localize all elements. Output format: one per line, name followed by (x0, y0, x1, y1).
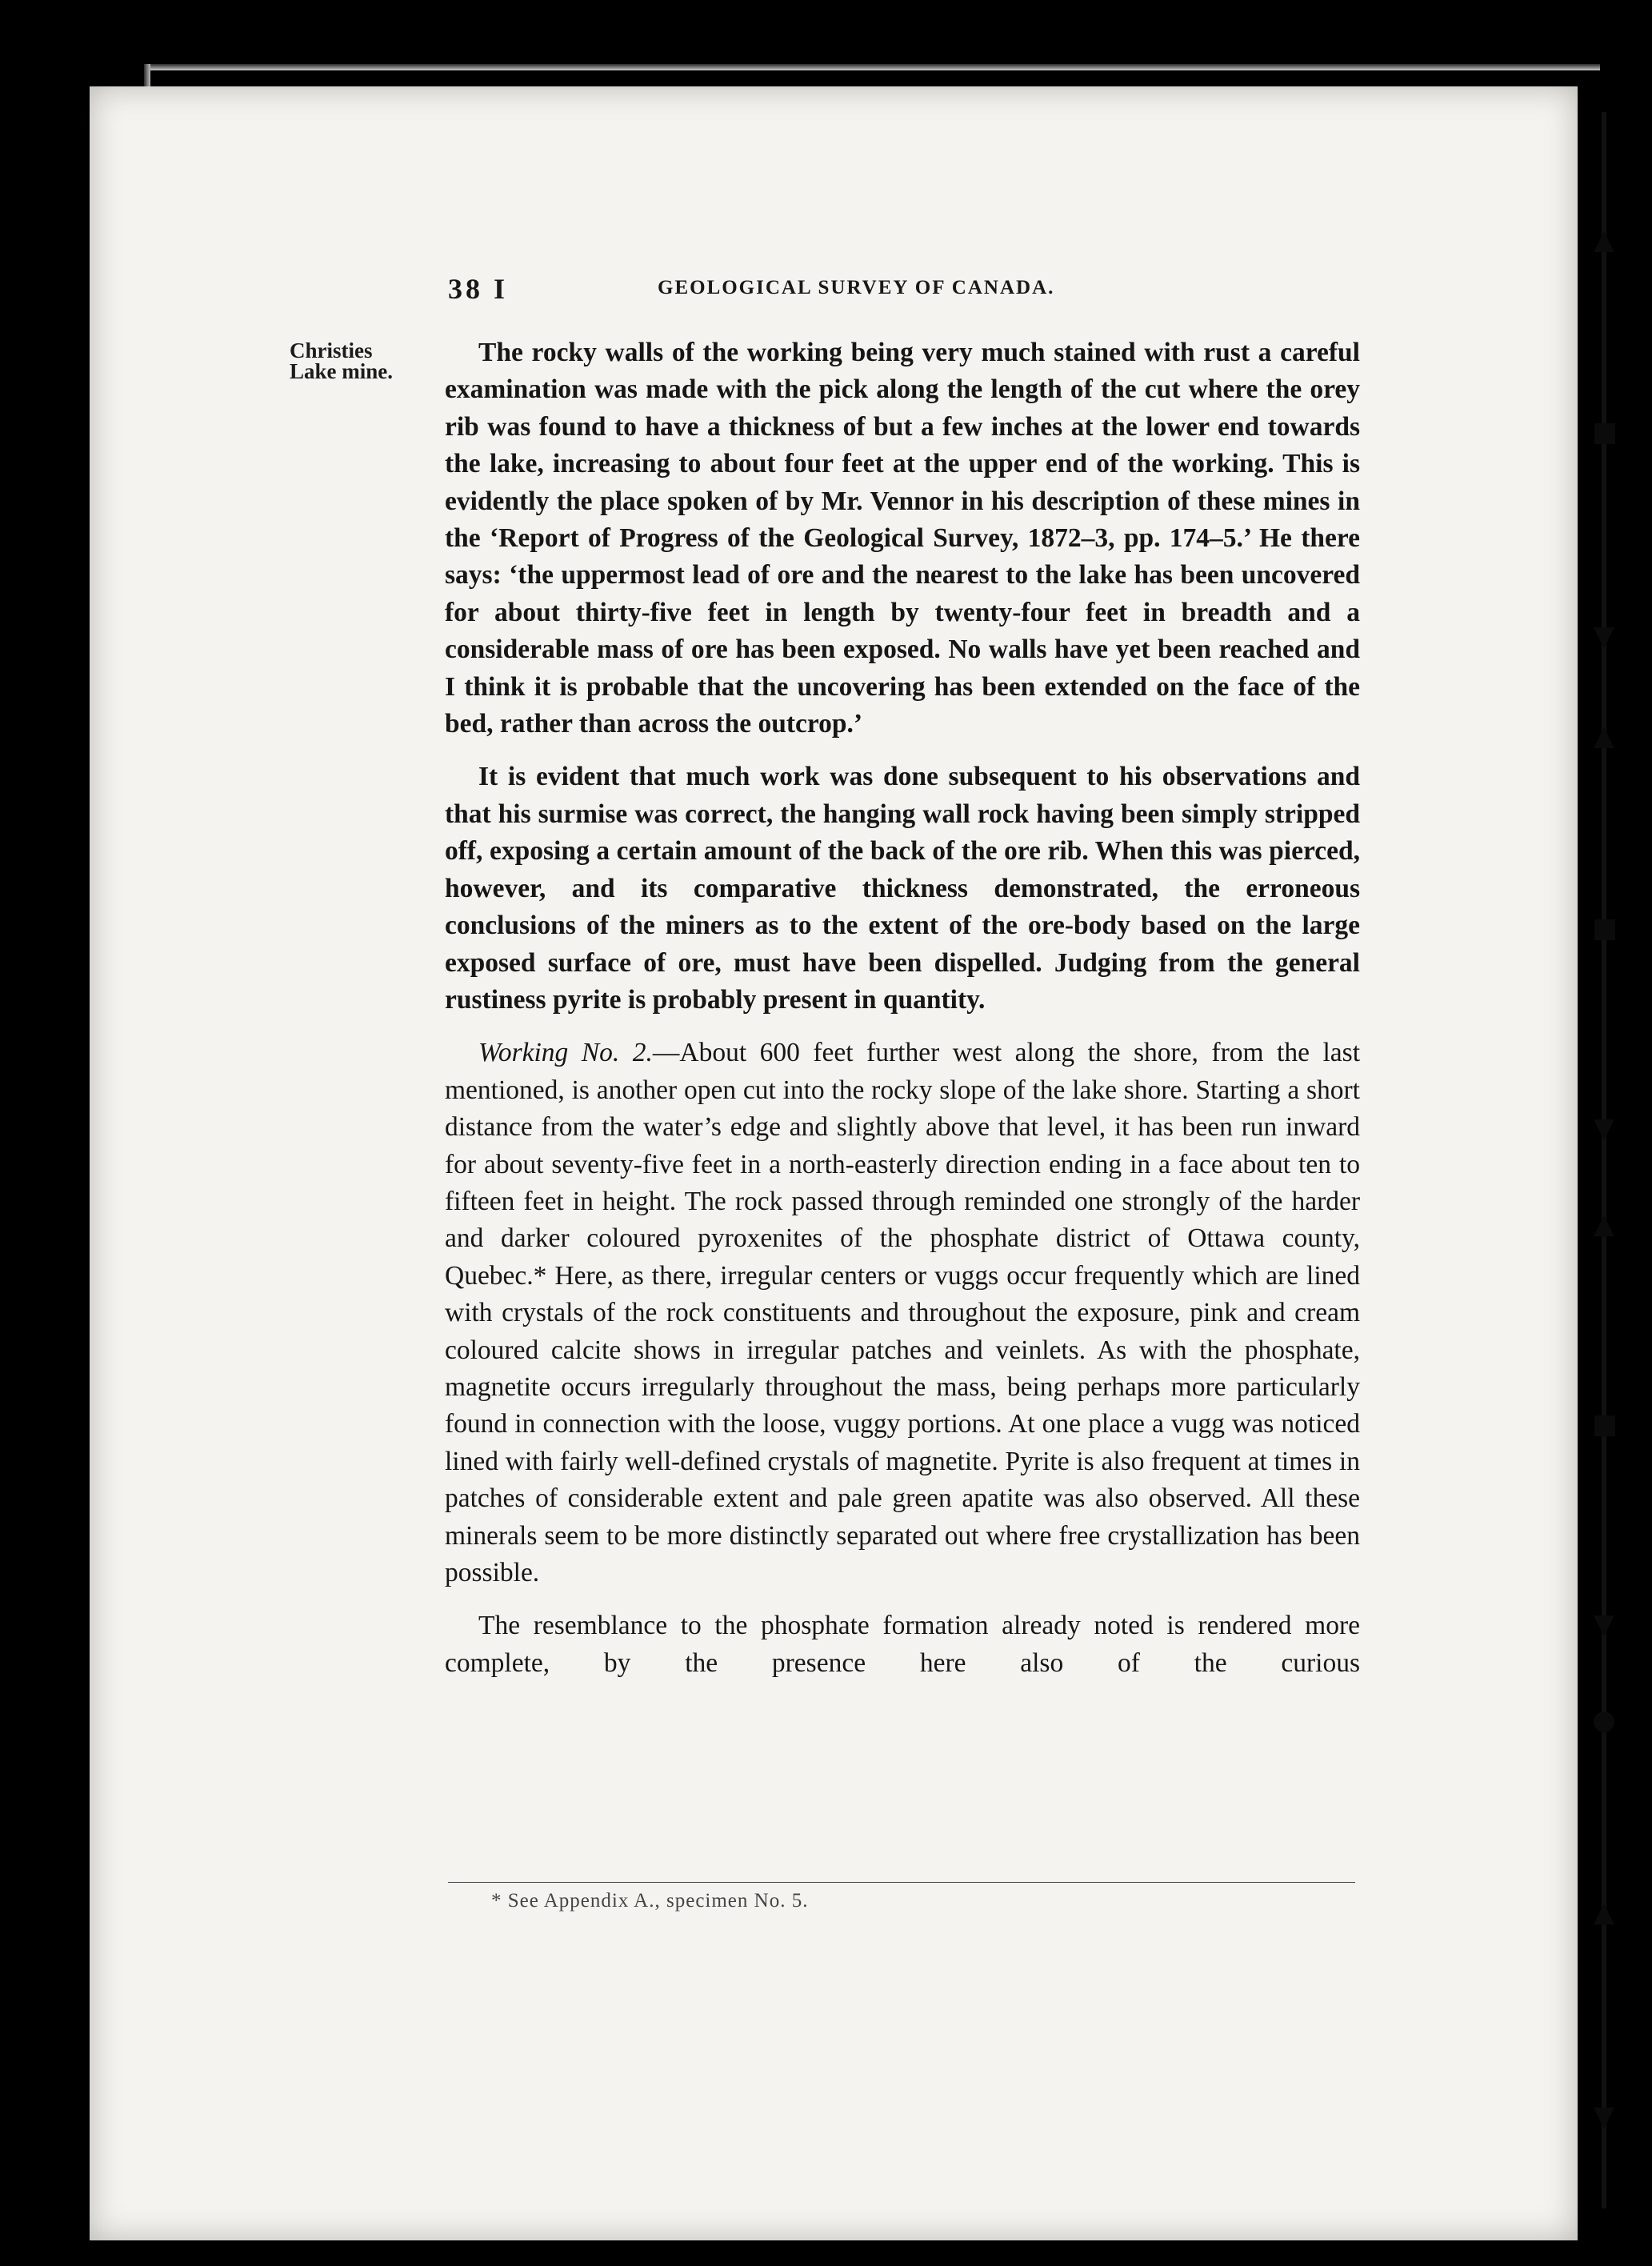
blot-icon: ● (1592, 1704, 1616, 1736)
arrow-up-icon: ▲ (1593, 224, 1615, 256)
footnote-divider (448, 1882, 1355, 1883)
running-title: GEOLOGICAL SURVEY OF CANADA. (658, 277, 1055, 298)
arrow-up-icon: ▲ (1593, 1208, 1615, 1240)
paragraph: It is evident that much work was done subsequent to his observations and that his surmise was correct, the hanging wall rock having been simply stripped off, exposing a certain amount of the back of the ore rib. When this was pierced, however, and its comparative thickness demonstrated, the erroneous conclusions of the miners as to the extent of the ore-body based on the large exposed surface of ore, must have been dispelled. Judging from the general rustiness pyrite is probably present in quantity. (445, 762, 1360, 1015)
arrow-up-icon: ▲ (1593, 1896, 1615, 1928)
page-number: 38 I (448, 273, 509, 305)
paragraph-body: —About 600 feet further west along the shore, from the last mentioned, is another open cut into the rocky slope of the lake shore. Starting a short distance from the water’s edge and slightly above that level, it has been run inward for about seventy-five feet in a north-easterly direction ending in a face about ten to fifteen feet in height. The rock passed through reminded one strongly of the harder and darker coloured pyroxenites of the phosphate district of Ottawa county, Quebec.* Here, as there, irregular centers or vuggs occur frequently which are lined with crystals of the rock constituents and throughout the exposure, pink and cream coloured calcite shows in irregular patches and veinlets. As with the phosphate, magnetite occurs irregularly throughout the mass, being perhaps more particularly found in connection with the loose, vuggy portions. At one place a vugg was noticed lined with fairly well-defined crystals of magnetite. Pyrite is also frequent at times in patches of considerable extent and pale green apatite was also observed. All these minerals seem to be more distinctly separated out where free crystallization has been possible. (445, 1038, 1360, 1587)
paragraph: The resemblance to the phosphate formation already noted is rendered more complete, by the presence here also of the curious (445, 1611, 1360, 1678)
arrow-down-icon: ▼ (1593, 620, 1615, 652)
footnote: * See Appendix A., specimen No. 5. (491, 1890, 809, 1912)
arrow-down-icon: ▼ (1593, 1112, 1615, 1144)
paragraph (445, 1035, 1360, 1591)
paragraph: The rocky walls of the working being very much stained with rust a careful examination was made with the pick along the length of the cut where the orey rib was found to have a thickness of but a few inches at the lower end towards the lake, increasing to about four feet at the upper end of the working. This is evidently the place spoken of by Mr. Vennor in his description of these mines in the ‘Report of Progress of the Geological Survey, 1872–3, pp. 174–5.’ He there says: ‘the uppermost lead of ore and the nearest to the lake has been uncovered for about thirty-five feet in length by twenty-four feet in breadth and a considerable mass of ore has been exposed. No walls have yet been reached and I think it is probable that the uncovering has been extended on the face of the bed, rather than across the outcrop.’ (445, 338, 1360, 739)
main-text (445, 334, 1360, 1698)
arrow-down-icon: ▼ (1593, 1608, 1615, 1640)
arrow-down-icon: ▼ (1593, 2100, 1615, 2132)
registration-mark-icon: ■ (1592, 1408, 1618, 1440)
page-header (448, 272, 1408, 304)
margin-note (290, 340, 426, 382)
arrow-up-icon: ▲ (1593, 720, 1615, 752)
margin-note-line: Lake mine. (290, 359, 394, 383)
margin-note-line: Christies (290, 338, 373, 362)
paragraph-lead: Working No. 2. (478, 1038, 653, 1068)
registration-mark-icon: ■ (1592, 416, 1618, 448)
registration-mark-icon: ■ (1592, 912, 1618, 944)
page-top-edge (144, 64, 1600, 70)
